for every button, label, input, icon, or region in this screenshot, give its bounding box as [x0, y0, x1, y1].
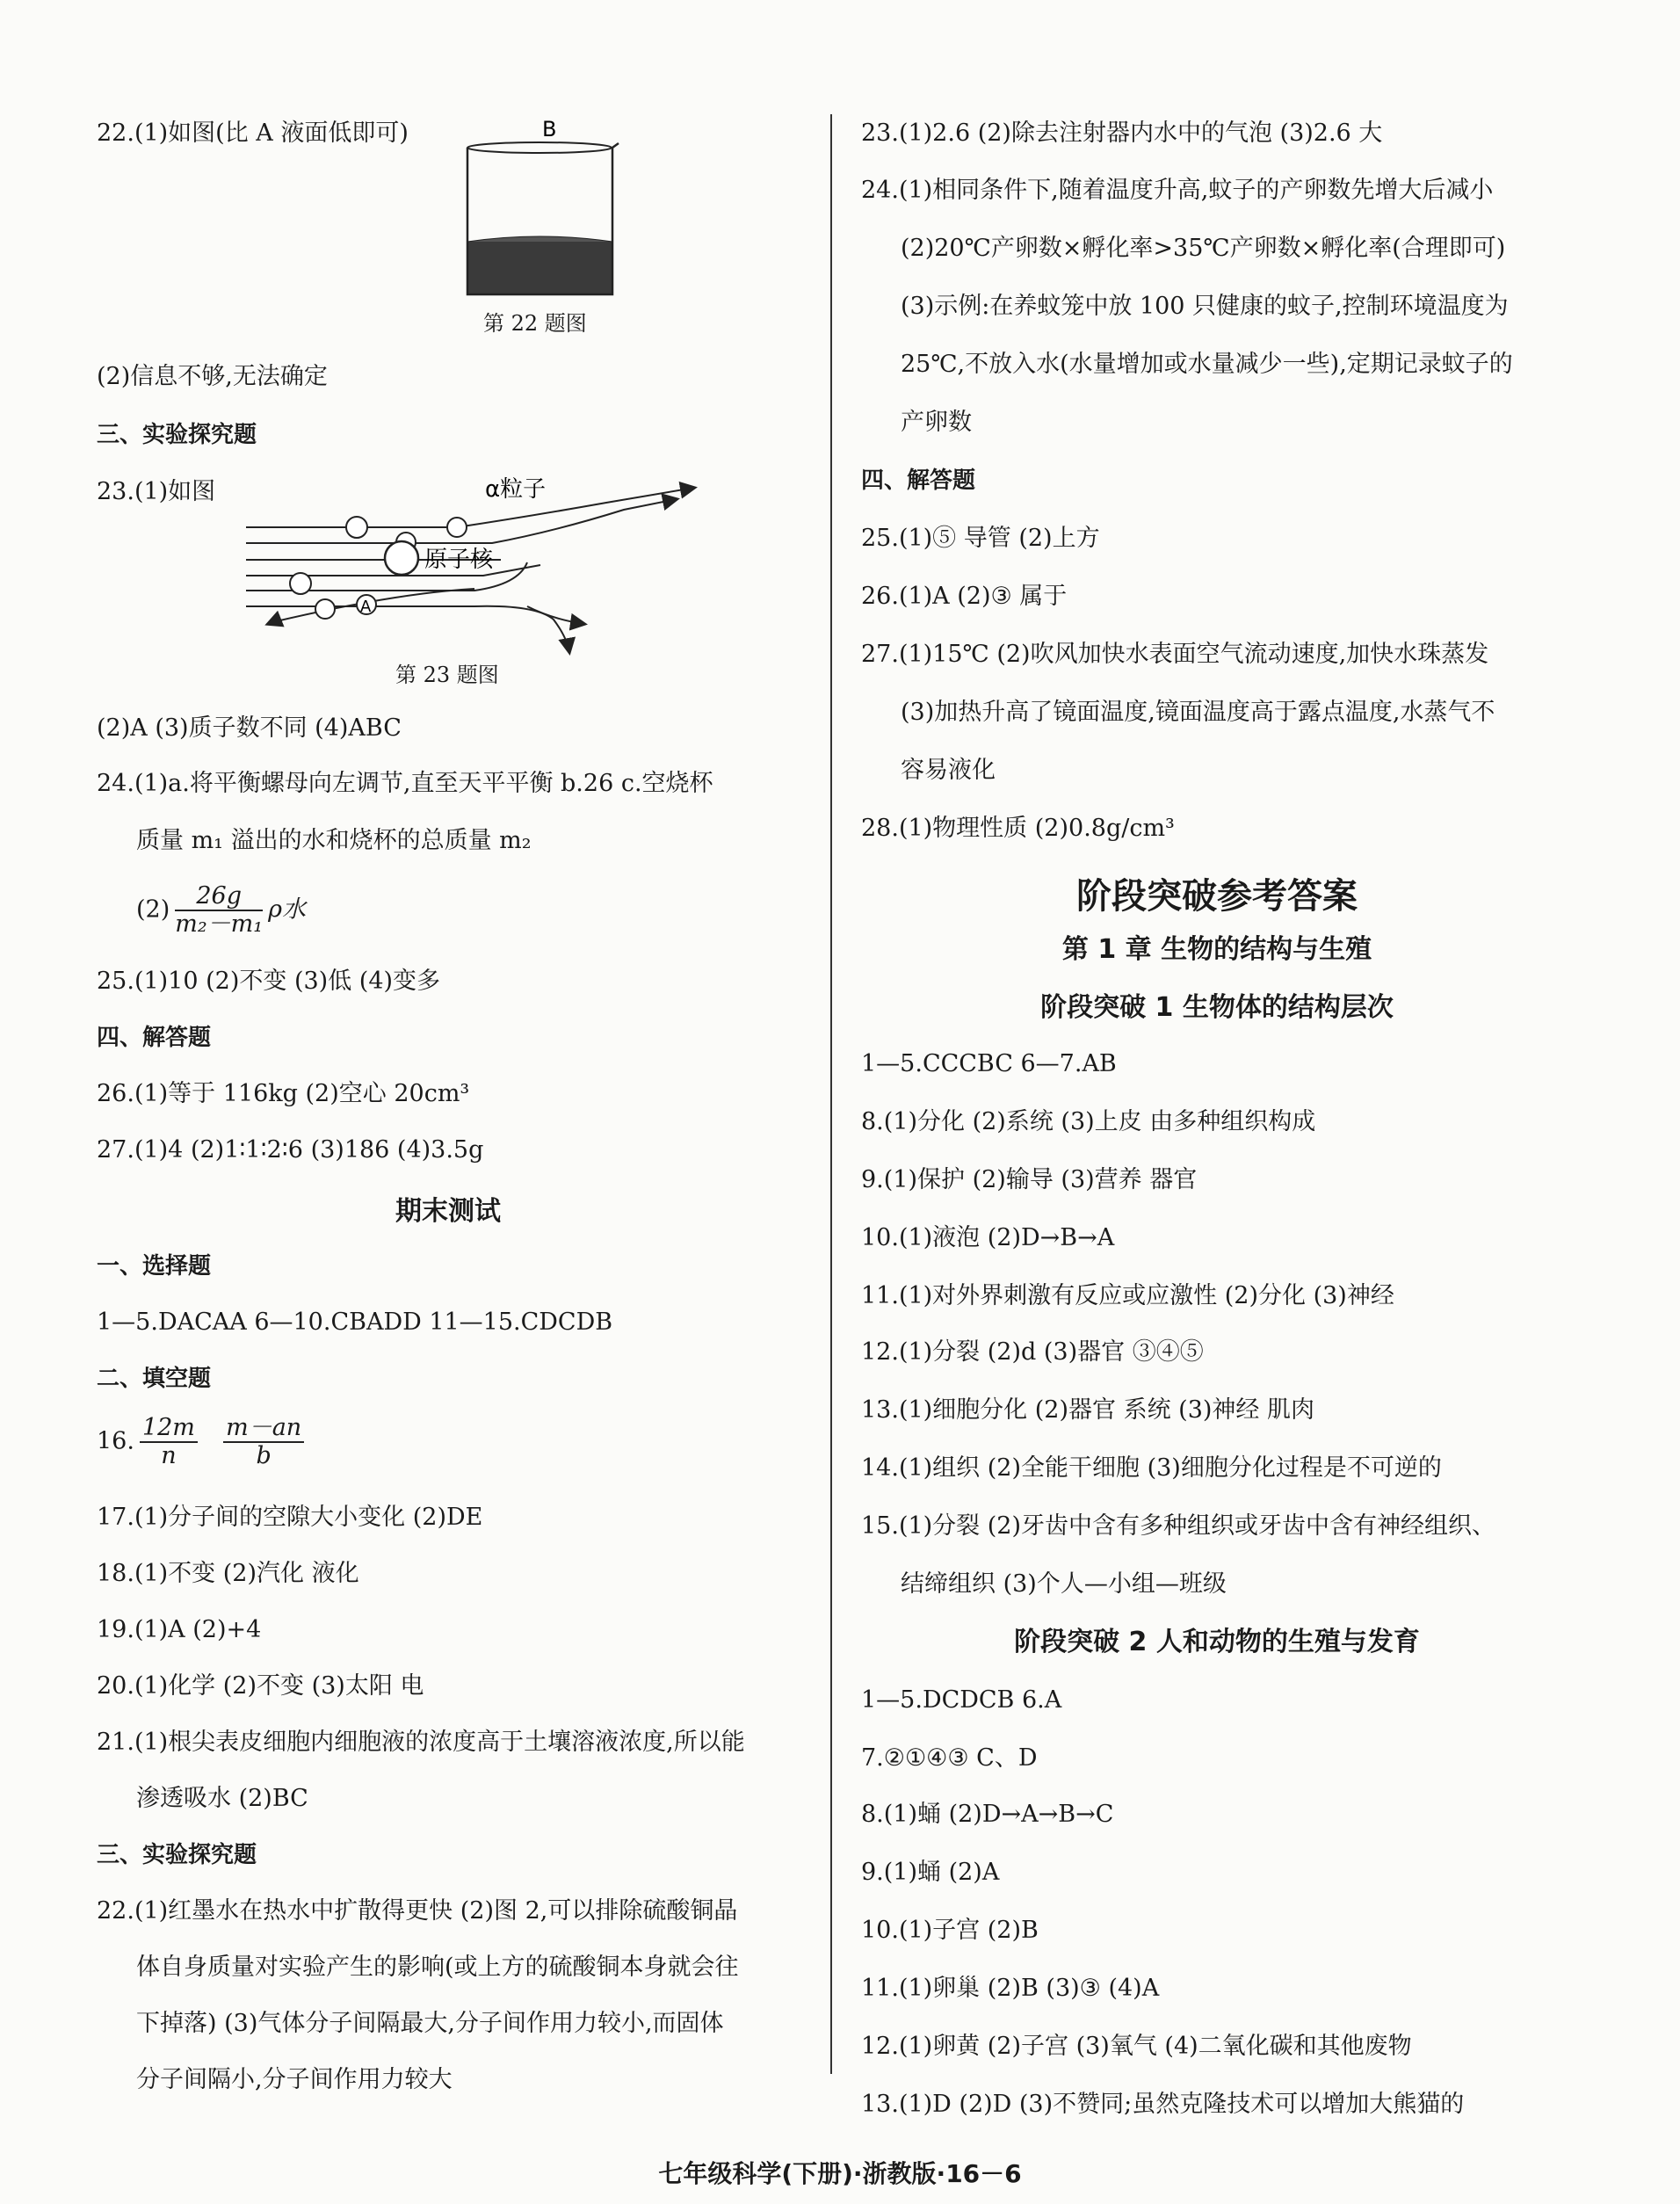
fraction-1-numerator: 12m: [140, 1415, 198, 1443]
s1-answer-13: 13.(1)细胞分化 (2)器官 系统 (3)神经 肌肉: [861, 1396, 1315, 1424]
s2-answer-11: 11.(1)卵巢 (2)B (3)③ (4)A: [861, 1975, 1160, 2002]
s1-answer-9: 9.(1)保护 (2)输导 (3)营养 器官: [861, 1166, 1198, 1193]
s2-answer-9: 9.(1)蛹 (2)A: [861, 1859, 1000, 1886]
answer-r24-a: 24.(1)相同条件下,随着温度升高,蚊子的产卵数先增大后减小: [861, 177, 1494, 204]
s2-answer-7: 7.②①④③ C、D: [861, 1744, 1038, 1772]
fraction-1-denominator: n: [161, 1442, 177, 1469]
answer-22b-a: 22.(1)红墨水在热水中扩散得更快 (2)图 2,可以排除硫酸铜晶: [97, 1897, 738, 1925]
answer-r24-d: 25℃,不放入水(水量增加或水量减少一些),定期记录蚊子的: [901, 351, 1513, 378]
answer-19: 19.(1)A (2)+4: [97, 1616, 262, 1643]
answer-multiple-choice: 1—5.DACAA 6—10.CBADD 11—15.CDCDB: [97, 1309, 613, 1336]
s1-answer-15a: 15.(1)分裂 (2)牙齿中含有多种组织或牙齿中含有神经组织、: [861, 1512, 1496, 1540]
answer-r23: 23.(1)2.6 (2)除去注射器内水中的气泡 (3)2.6 大: [861, 120, 1383, 147]
stage-answers-title: 阶段突破参考答案: [1076, 876, 1358, 917]
s2-answer-8: 8.(1)蛹 (2)D→A→B→C: [861, 1801, 1114, 1828]
s2-answer-12: 12.(1)卵黄 (2)子宫 (3)氧气 (4)二氧化碳和其他废物: [861, 2033, 1412, 2060]
answer-22b-b: 体自身质量对实验产生的影响(或上方的硫酸铜本身就会往: [136, 1954, 739, 1981]
answer-r27-b: (3)加热升高了镜面温度,镜面温度高于露点温度,水蒸气不: [901, 699, 1495, 726]
answer-r25: 25.(1)⑤ 导管 (2)上方: [861, 525, 1100, 552]
section-heading-fill: 二、填空题: [97, 1366, 212, 1392]
s1-answer-15b: 结缔组织 (3)个人—小组—班级: [901, 1570, 1227, 1598]
answer-r24-b: (2)20℃产卵数×孵化率>35℃产卵数×孵化率(合理即可): [901, 235, 1506, 262]
figure-22-label: B: [542, 117, 557, 141]
figure-22-caption: 第 22 题图: [483, 311, 587, 336]
answer-18: 18.(1)不变 (2)汽化 液化: [97, 1560, 359, 1587]
answer-r26: 26.(1)A (2)③ 属于: [861, 583, 1068, 610]
answer-25: 25.(1)10 (2)不变 (3)低 (4)变多: [97, 968, 441, 995]
answer-r27-a: 27.(1)15℃ (2)吹风加快水表面空气流动速度,加快水珠蒸发: [861, 641, 1489, 668]
figure-23-A-label: A: [360, 598, 372, 616]
section-heading-answers-r: 四、解答题: [861, 468, 976, 494]
s1-answer-14: 14.(1)组织 (2)全能干细胞 (3)细胞分化过程是不可逆的: [861, 1454, 1442, 1482]
answer-r28: 28.(1)物理性质 (2)0.8g/cm³: [861, 815, 1175, 842]
answer-27: 27.(1)4 (2)1∶1∶2∶6 (3)186 (4)3.5g: [97, 1136, 484, 1164]
answer-22-2: (2)信息不够,无法确定: [97, 363, 328, 390]
fraction-numerator: 26g: [175, 883, 263, 911]
s1-answer-8: 8.(1)分化 (2)系统 (3)上皮 由多种组织构成: [861, 1108, 1316, 1135]
answer-26: 26.(1)等于 116kg (2)空心 20cm³: [97, 1080, 470, 1107]
column-divider: [830, 114, 832, 2074]
answer-24-2-suffix: ρ水: [268, 895, 306, 924]
answer-21a: 21.(1)根尖表皮细胞内细胞液的浓度高于土壤溶液浓度,所以能: [97, 1729, 745, 1756]
formula-fraction: [175, 883, 263, 938]
answer-17: 17.(1)分子间的空隙大小变化 (2)DE: [97, 1504, 483, 1531]
final-test-title: 期末测试: [395, 1196, 501, 1227]
section-heading-experiment-2: 三、实验探究题: [97, 1842, 257, 1868]
figure-23-alpha-label: α粒子: [485, 476, 547, 503]
answer-23-2: (2)A (3)质子数不同 (4)ABC: [97, 714, 402, 742]
s2-multiple-choice: 1—5.DCDCB 6.A: [861, 1686, 1062, 1714]
s1-answer-11: 11.(1)对外界刺激有反应或应激性 (2)分化 (3)神经: [861, 1282, 1394, 1309]
figure-23-alpha-scattering: [237, 466, 782, 668]
page-footer: 七年级科学(下册)·浙教版·16－6: [658, 2159, 1022, 2188]
answer-24-2-prefix: (2): [136, 895, 170, 924]
s1-answer-12: 12.(1)分裂 (2)d (3)器官 ③④⑤: [861, 1338, 1204, 1366]
figure-23-nucleus-label: 原子核: [424, 547, 494, 573]
fraction-denominator: m₂－m₁: [175, 910, 264, 938]
s2-answer-10: 10.(1)子宫 (2)B: [861, 1917, 1039, 1944]
section-heading-experiment: 三、实验探究题: [97, 422, 257, 448]
s1-multiple-choice: 1—5.CCCBC 6—7.AB: [861, 1050, 1117, 1077]
answer-r24-c: (3)示例:在养蚊笼中放 100 只健康的蚊子,控制环境温度为: [901, 293, 1509, 320]
fraction-2: [223, 1415, 304, 1469]
answer-22b-c: 下掉落) (3)气体分子间隔最大,分子间作用力较小,而固体: [136, 2010, 724, 2037]
answer-21b: 渗透吸水 (2)BC: [136, 1785, 308, 1812]
s2-answer-13: 13.(1)D (2)D (3)不赞同;虽然克隆技术可以增加大熊猫的: [861, 2091, 1465, 2118]
fraction-2-numerator: m－an: [223, 1415, 304, 1443]
s1-answer-10: 10.(1)液泡 (2)D→B→A: [861, 1224, 1115, 1251]
figure-22-beaker: [448, 114, 677, 308]
fraction-1: [140, 1415, 198, 1469]
stage-1-title: 阶段突破 1 生物体的结构层次: [1040, 992, 1394, 1023]
answer-24-1b: 质量 m₁ 溢出的水和烧杯的总质量 m₂: [136, 827, 532, 854]
answer-16-prefix: 16.: [97, 1427, 134, 1455]
chapter-1-title: 第 1 章 生物的结构与生殖: [1061, 934, 1372, 965]
answer-16: [97, 1415, 309, 1469]
section-heading-choice: 一、选择题: [97, 1253, 212, 1280]
answer-r27-c: 容易液化: [901, 757, 996, 784]
stage-2-title: 阶段突破 2 人和动物的生殖与发育: [1014, 1627, 1420, 1657]
answer-24-1a: 24.(1)a.将平衡螺母向左调节,直至天平平衡 b.26 c.空烧杯: [97, 770, 713, 797]
answer-24-2: [136, 883, 306, 938]
answer-22b-d: 分子间隔小,分子间作用力较大: [136, 2066, 453, 2093]
figure-23-caption: 第 23 题图: [395, 663, 499, 687]
answer-20: 20.(1)化学 (2)不变 (3)太阳 电: [97, 1672, 424, 1700]
answer-r24-e: 产卵数: [901, 409, 972, 436]
fraction-2-denominator: b: [256, 1442, 272, 1469]
answer-22-1: 22.(1)如图(比 A 液面低即可): [97, 120, 409, 147]
section-heading-answers: 四、解答题: [97, 1025, 212, 1051]
answer-23-1: 23.(1)如图: [97, 478, 216, 505]
